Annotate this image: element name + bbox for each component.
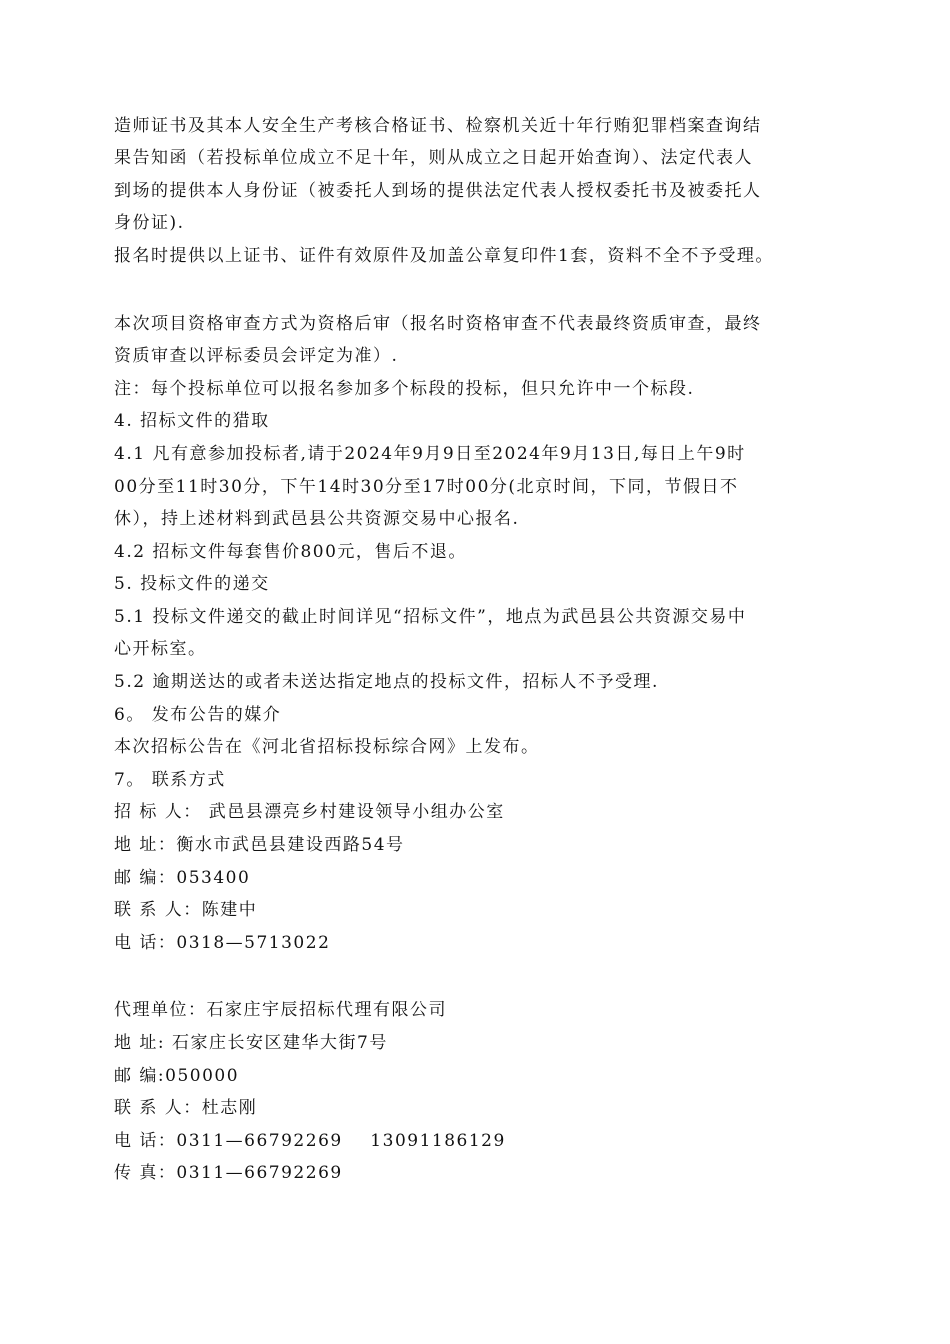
text-line: 休），持上述材料到武邑县公共资源交易中心报名. (114, 509, 520, 529)
text-line: 资质审查以评标委员会评定为准）. (114, 346, 399, 366)
text-line: 本次招标公告在《河北省招标投标综合网》上发布。 (114, 737, 540, 757)
agent-postcode: 邮 编:050000 (114, 1066, 240, 1086)
text-line: 本次项目资格审查方式为资格后审（报名时资格审查不代表最终资质审查，最终 (114, 314, 762, 334)
contact-phone: 电 话：0318—5713022 (114, 933, 331, 953)
agent-fax: 传 真：0311—66792269 (114, 1163, 343, 1183)
text-line: 到场的提供本人身份证（被委托人到场的提供法定代表人授权委托书及被委托人 (114, 181, 762, 201)
text-line: 5.1 投标文件递交的截止时间详见“招标文件”，地点为武邑县公共资源交易中 (114, 607, 747, 627)
text-line: 4.2 招标文件每套售价800元，售后不退。 (114, 542, 467, 562)
contact-postcode: 邮 编：053400 (114, 868, 251, 888)
contact-tenderer: 招 标 人： 武邑县漂亮乡村建设领导小组办公室 (114, 802, 505, 822)
section-heading: 6。 发布公告的媒介 (114, 705, 282, 725)
section-heading: 5. 投标文件的递交 (114, 574, 270, 594)
section-heading: 7。 联系方式 (114, 770, 226, 790)
contact-person: 联 系 人：陈建中 (114, 900, 258, 920)
agent-address: 地 址: 石家庄长安区建华大街7号 (114, 1033, 388, 1053)
section-heading: 4. 招标文件的猎取 (114, 411, 270, 431)
text-line: 报名时提供以上证书、证件有效原件及加盖公章复印件1套，资料不全不予受理。 (114, 246, 774, 266)
text-line: 00分至11时30分，下午14时30分至17时00分(北京时间，下同，节假日不 (114, 477, 739, 497)
text-line: 果告知函（若投标单位成立不足十年，则从成立之日起开始查询）、法定代表人 (114, 148, 753, 168)
text-line: 造师证书及其本人安全生产考核合格证书、检察机关近十年行贿犯罪档案查询结 (114, 116, 762, 136)
text-line: 心开标室。 (114, 639, 207, 659)
agent-contact-person: 联 系 人：杜志刚 (114, 1098, 258, 1118)
agent-phone: 电 话：0311—66792269 13091186129 (114, 1131, 506, 1151)
agent-name: 代理单位：石家庄宇辰招标代理有限公司 (114, 1000, 447, 1020)
text-line: 注：每个投标单位可以报名参加多个标段的投标，但只允许中一个标段. (114, 379, 695, 399)
text-line: 5.2 逾期送达的或者未送达指定地点的投标文件，招标人不予受理. (114, 672, 659, 692)
text-line: 4.1 凡有意参加投标者,请于2024年9月9日至2024年9月13日,每日上午9时 (114, 444, 746, 464)
contact-address: 地 址：衡水市武邑县建设西路54号 (114, 835, 405, 855)
text-line: 身份证). (114, 213, 185, 233)
